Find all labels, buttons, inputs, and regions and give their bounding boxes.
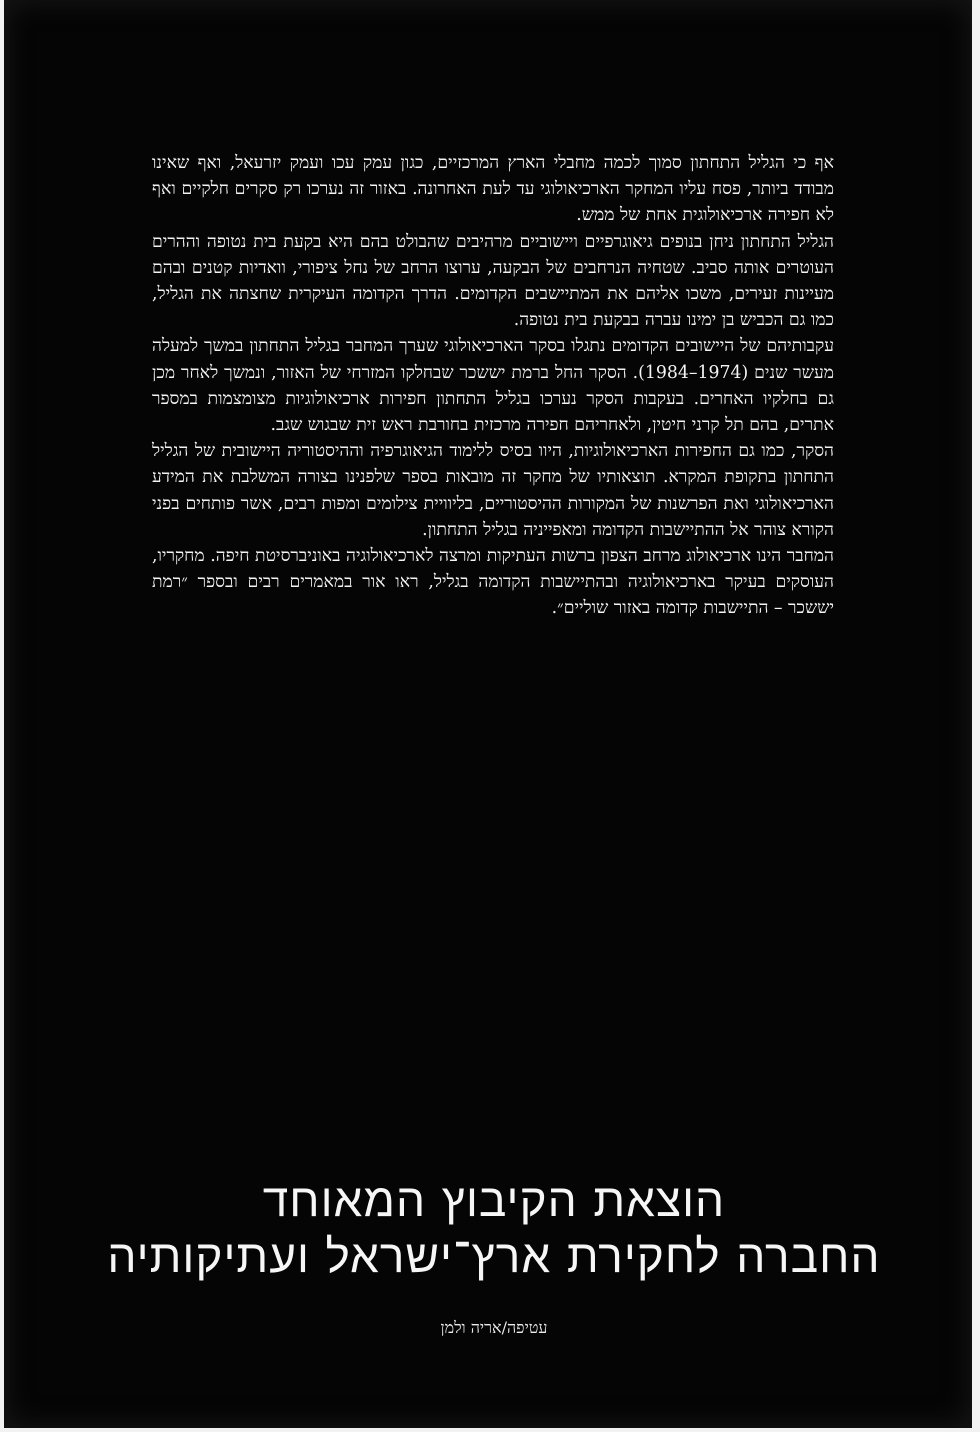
publishers-block xyxy=(94,1172,894,1284)
blurb-paragraph-3: עקבותיהם של היישובים הקדומים נתגלו בסקר הארכיאולוגי שערך המחבר בגליל התחתון במשך למעלה מעשר שנים (1974–1984). הסקר החל ברמת יששכר שבחלקו המזרחי של האזור, ונמשך לאחר מכן גם בחלקיו האחרים. בעקבות הסקר נערכו בגליל התחתון חפירות ארכיאולוגיות מצומצמות במספר אתרים, בהם תל קרני חיטין, ולאחריהם חפירה מרכזית בחורבת ראש זית שבגוש שגב. xyxy=(152,336,835,436)
publisher-name: הוצאת הקיבוץ המאוחד xyxy=(262,1173,726,1227)
cover-design-credit: עטיפה/אריה ולמן xyxy=(440,1318,548,1337)
blurb-paragraph-2: הגליל התחתון ניחן בנופים גיאוגרפיים ויישוביים מרהיבים שהבולט בהם היא בקעת בית נטופה וההרים העוטרים אותה סביב. שטחיה הנרחבים של הבקעה, ערוצו הרחב של נחל ציפורי, וואדיות קטנים ובהם מעיינות זעירים, משכו אליהם את המתיישבים הקדומים. הדרך הקדומה העיקרית שחצתה את הגליל, כמו גם הכביש בן ימינו עברה בבקעת בית נטופה. xyxy=(152,231,834,331)
blurb-text xyxy=(152,150,834,622)
blurb-paragraph-4: הסקר, כמו גם החפירות הארכיאולוגיות, היוו בסיס ללימוד הגיאוגרפיה וההיסטוריה היישובית של הגליל התחתון בתקופת המקרא. תוצאותיו של מחקר זה מובאות בספר שלפנינו בצורה המשלבת את המידע הארכיאולוגי ואת הפרשנות של המקורות ההיסטוריים, בליוויית צילומים ומפות רבים, אשר פותחים בפני הקורא צוהר אל ההתיישבות הקדומה ומאפייניה בגליל התחתון. xyxy=(152,441,834,540)
blurb-paragraph-5: המחבר הינו ארכיאולוג מרחב הצפון ברשות העתיקות ומרצה לארכיאולוגיה באוניברסיטת חיפה. מחקריו, העוסקים בעיקר בארכיאולוגיה ובהתיישבות הקדומה בגליל, ראו אור במאמרים רבים ובספר ״רמת יששכר – התיישבות קדומה באזור שוליים״. xyxy=(152,546,834,619)
copublisher-name: החברה לחקירת ארץ־ישראל ועתיקותיה xyxy=(107,1229,881,1283)
back-cover xyxy=(4,0,972,1428)
blurb-paragraph-1: אף כי הגליל התחתון סמוך לכמה מחבלי הארץ המרכזיים, כגון עמק עכו ועמק יזרעאל, ואף שאינו מבודד ביותר, פסח עליו המחקר הארכיאולוגי עד לעת האחרונה. באזור זה נערכו רק סקרים חלקיים ואף לא חפירה ארכיאולוגית אחת של ממש. xyxy=(152,153,834,226)
